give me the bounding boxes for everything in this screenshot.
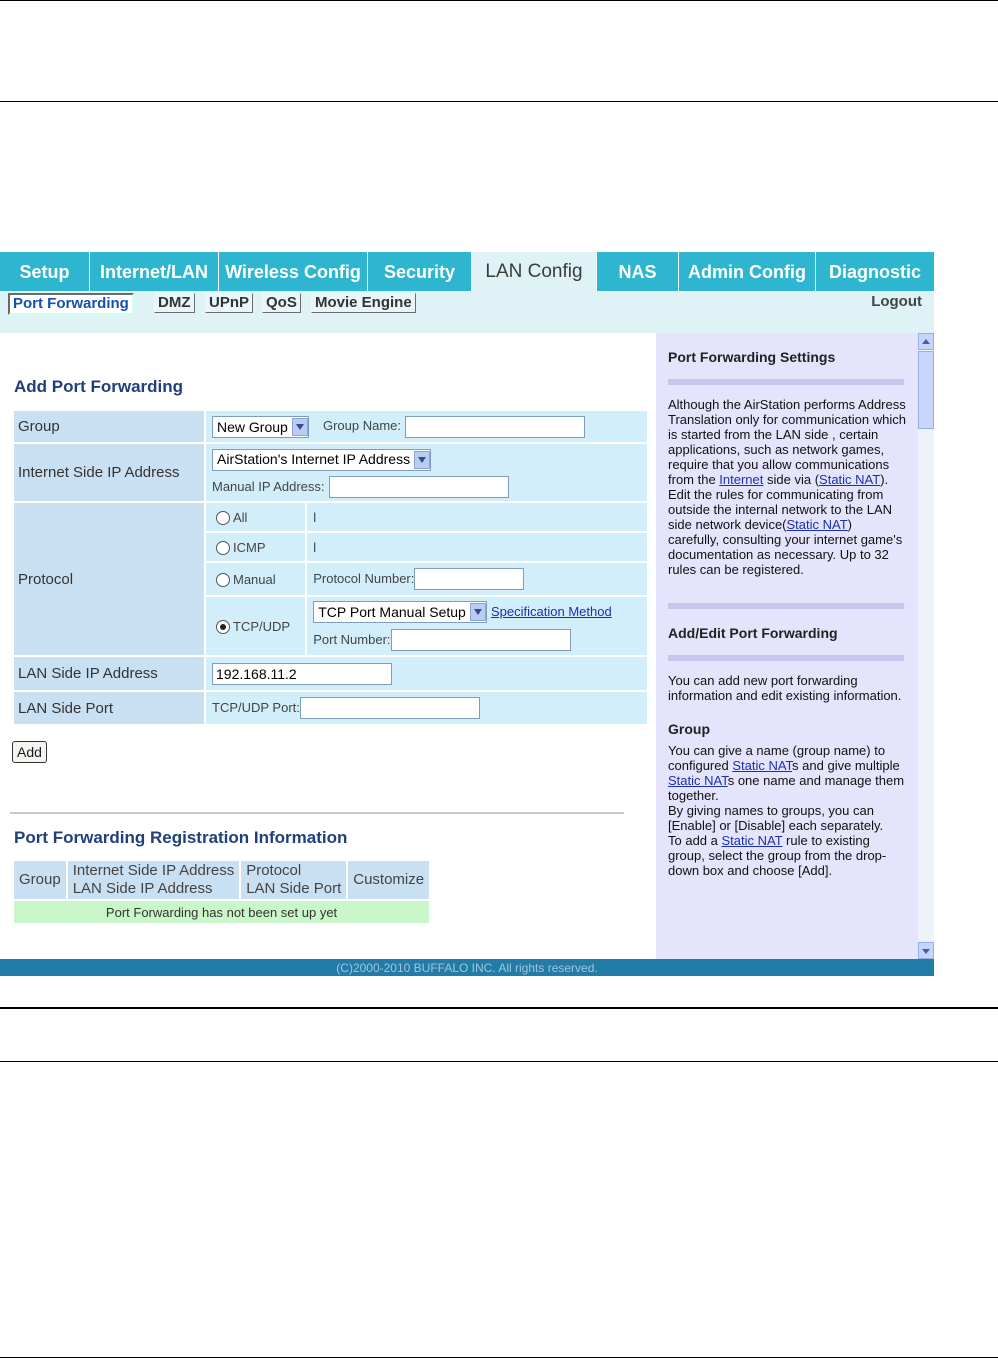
- scroll-thumb[interactable]: [918, 351, 934, 429]
- internet-ip-label: Internet Side IP Address: [14, 444, 204, 501]
- port-number-input[interactable]: [391, 629, 571, 651]
- manual-ip-label: Manual IP Address:: [212, 478, 325, 494]
- empty-row-message: Port Forwarding has not been set up yet: [14, 901, 429, 923]
- internet-ip-select[interactable]: AirStation's Internet IP Address: [212, 449, 431, 471]
- subtab-movie-engine[interactable]: Movie Engine: [311, 293, 416, 313]
- main-content: [0, 333, 656, 959]
- help-separator: [668, 603, 904, 609]
- page-rule-footer-bottom: [0, 1061, 998, 1062]
- main-tab-bar: [0, 252, 934, 291]
- subtab-dmz[interactable]: DMZ: [154, 293, 195, 313]
- protocol-tcpudp-label: TCP/UDP: [233, 618, 291, 634]
- add-button[interactable]: Add: [12, 741, 47, 763]
- protocol-number-label: Protocol Number:: [313, 570, 415, 586]
- header-group: Group: [14, 861, 66, 899]
- help-title-group: Group: [668, 721, 710, 737]
- tab-internet-lan[interactable]: Internet/LAN: [90, 252, 219, 291]
- registration-table: [12, 859, 431, 925]
- protocol-manual-label: Manual: [233, 571, 276, 587]
- port-number-label: Port Number:: [313, 632, 391, 647]
- scroll-down-icon[interactable]: [918, 942, 934, 959]
- protocol-icmp-label: ICMP: [233, 539, 266, 555]
- help-paragraph-intro: Although the AirStation performs Address Translation only for communication which is started from the LAN side , certain applications, such as network games, require that you allow communications from the Internet side via (Static NAT). Edit the rules for communicating from outside the internal network to the LAN side network device(Static NAT) carefully, consulting your internet game's documentation as necessary. Up to 32 rules can be registered.: [668, 397, 906, 577]
- chevron-down-icon: [470, 603, 486, 621]
- static-nat-link[interactable]: Static NAT: [819, 472, 881, 487]
- protocol-all-radio[interactable]: [216, 511, 230, 525]
- tab-wireless-config[interactable]: Wireless Config: [219, 252, 368, 291]
- protocol-icmp-radio[interactable]: [216, 541, 230, 555]
- static-nat-link[interactable]: Static NAT: [668, 773, 728, 788]
- sub-navigation: [0, 291, 934, 333]
- tab-setup[interactable]: Setup: [0, 252, 90, 291]
- static-nat-link[interactable]: Static NAT: [732, 758, 793, 773]
- lan-port-label: LAN Side Port: [14, 692, 204, 724]
- header-customize: Customize: [348, 861, 429, 899]
- tab-diagnostic[interactable]: Diagnostic: [828, 262, 921, 282]
- page-rule-bottom: [0, 1357, 998, 1358]
- manual-ip-input[interactable]: [329, 476, 509, 498]
- add-port-forwarding-form: Group New Group Group Name: Internet Side IP Address AirStation's Internet IP Address Manual IP Address: Protocol All l ICMP l Manual Protocol Number: TCP/UDP TCP Port Manual Setup Specification Method Port Number: LAN Side IP Address 192.168.11.2 LAN Side Port TCP/UDP Port:: [12, 409, 649, 726]
- lan-ip-label: LAN Side IP Address: [14, 657, 204, 690]
- group-select[interactable]: New Group: [212, 416, 309, 438]
- subtab-qos[interactable]: QoS: [262, 293, 301, 313]
- group-label: Group: [14, 411, 204, 442]
- tcpudp-port-label: TCP/UDP Port:: [212, 699, 300, 715]
- add-port-forwarding-title: Add Port Forwarding: [14, 377, 184, 396]
- tab-admin-config[interactable]: Admin Config: [679, 252, 816, 291]
- tcp-port-setup-select[interactable]: TCP Port Manual Setup: [313, 601, 487, 623]
- help-title-port-forwarding: Port Forwarding Settings: [668, 349, 836, 365]
- tcpudp-port-input[interactable]: [300, 697, 480, 719]
- static-nat-link[interactable]: Static NAT: [786, 517, 848, 532]
- lan-ip-input[interactable]: 192.168.11.2: [212, 663, 392, 685]
- subtab-upnp[interactable]: UPnP: [205, 293, 253, 313]
- internet-link[interactable]: Internet: [719, 472, 764, 487]
- logout-link[interactable]: Logout: [871, 293, 922, 310]
- page-rule-top: [0, 0, 998, 1]
- tab-nas[interactable]: NAS: [597, 252, 679, 291]
- page-rule-footer-top: [0, 1007, 998, 1009]
- header-protocol-port: Protocol LAN Side Port: [241, 861, 346, 899]
- tab-lan-config[interactable]: LAN Config: [472, 252, 597, 291]
- specification-method-link[interactable]: Specification Method: [491, 604, 612, 619]
- subtab-port-forwarding[interactable]: Port Forwarding: [8, 293, 134, 315]
- protocol-tcpudp-radio[interactable]: [216, 620, 230, 634]
- protocol-manual-radio[interactable]: [216, 573, 230, 587]
- copyright-footer: (C)2000-2010 BUFFALO INC. All rights reserved.: [0, 959, 934, 976]
- help-separator: [668, 655, 904, 661]
- protocol-label: Protocol: [14, 503, 204, 655]
- header-ip-addresses: Internet Side IP Address LAN Side IP Address: [68, 861, 240, 899]
- static-nat-link[interactable]: Static NAT: [721, 833, 783, 848]
- protocol-all-label: All: [233, 509, 248, 525]
- scroll-up-icon[interactable]: [918, 333, 934, 350]
- help-separator: [668, 379, 904, 385]
- chevron-down-icon: [292, 418, 308, 436]
- page-rule-header: [0, 101, 998, 102]
- help-paragraph-add-edit: You can add new port forwarding information and edit existing information.: [668, 673, 902, 703]
- section-divider: [10, 812, 624, 814]
- help-scrollbar[interactable]: [918, 333, 934, 959]
- protocol-number-input[interactable]: [414, 568, 524, 590]
- group-name-input[interactable]: [405, 416, 585, 438]
- help-title-add-edit: Add/Edit Port Forwarding: [668, 625, 838, 641]
- registration-title: Port Forwarding Registration Information: [14, 828, 348, 847]
- router-admin-window: [0, 252, 934, 976]
- help-paragraph-group: You can give a name (group name) to configured Static NATs and give multiple Static NATs one name and manage them together. By giving names to groups, you can [Enable] or [Disable] each separately. To add a Static NAT rule to existing group, select the group from the drop-down box and choose [Add].: [668, 743, 905, 878]
- chevron-down-icon: [414, 451, 430, 469]
- help-panel: [656, 333, 918, 959]
- group-name-label: Group Name:: [322, 418, 402, 434]
- tab-security[interactable]: Security: [368, 252, 472, 291]
